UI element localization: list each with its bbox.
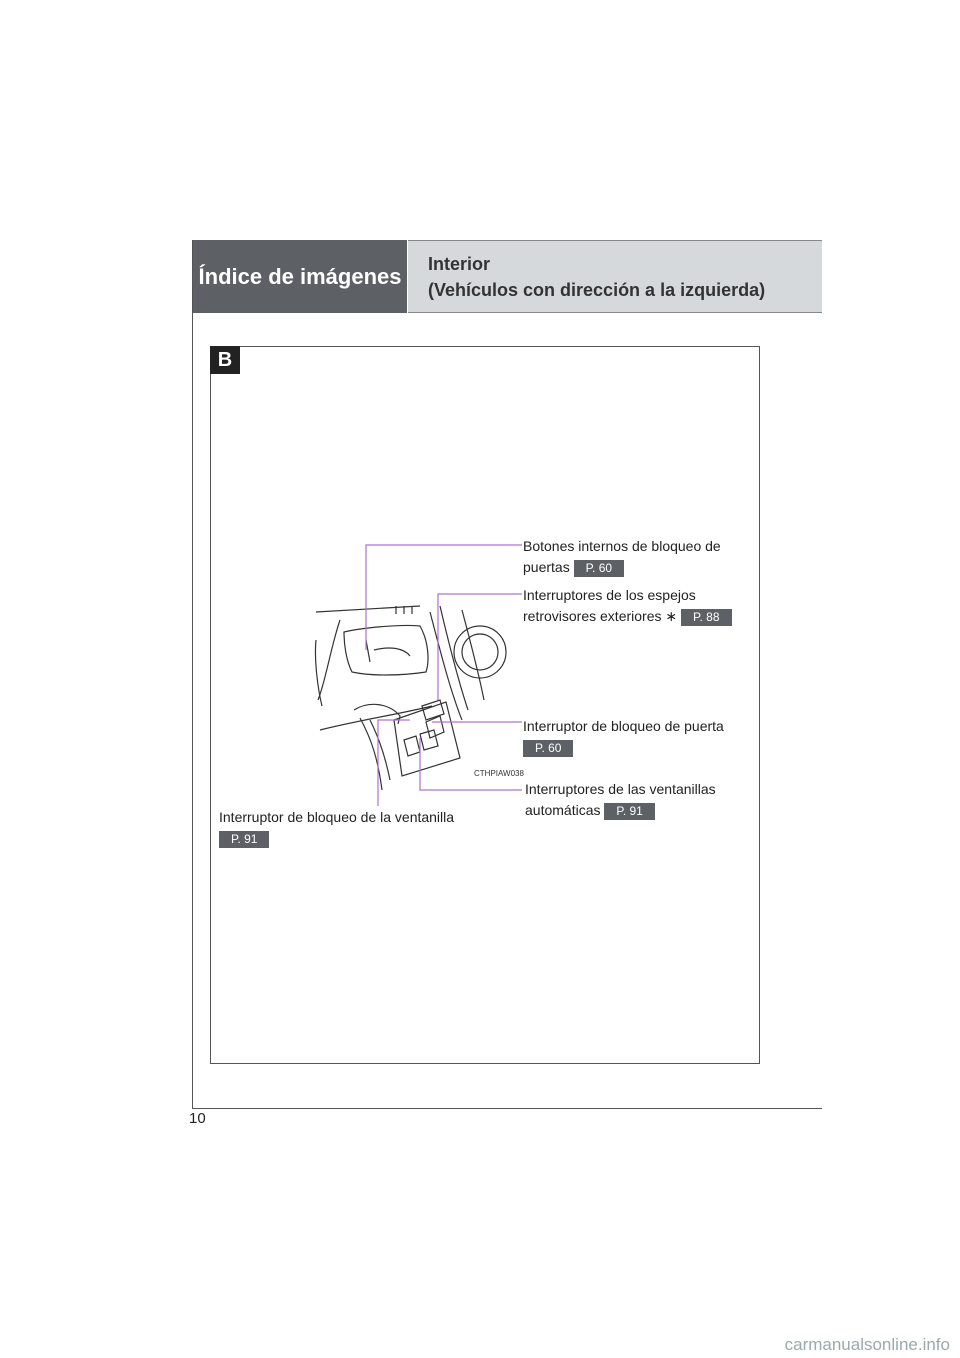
callout-door-lock-switch (523, 716, 724, 758)
callout-text: Interruptor de bloqueo de la ventanilla (219, 809, 455, 825)
page-ref-button[interactable]: P. 88 (681, 609, 731, 626)
callout-text: puertas (523, 559, 570, 575)
callout-text: Botones internos de bloqueo de (523, 538, 721, 554)
page-number: 10 (189, 1110, 206, 1127)
asterisk-mark: ∗ (665, 608, 678, 624)
callout-door-lock-buttons (523, 536, 721, 578)
figure-code: CTHPIAW038 (474, 769, 524, 778)
callout-text: Interruptor de bloqueo de puerta (523, 718, 724, 734)
page-ref-button[interactable]: P. 60 (523, 740, 573, 757)
figure-badge: B (210, 346, 240, 374)
callout-text: retrovisores exteriores (523, 608, 662, 624)
switch-panel (394, 702, 460, 776)
callout-mirror-switches (523, 585, 732, 627)
callout-power-window-switches (525, 779, 716, 821)
door-handle-recess (344, 625, 428, 675)
callout-text: automáticas (525, 802, 601, 818)
section-title: Índice de imágenes (198, 263, 402, 289)
page-ref-button[interactable]: P. 91 (604, 803, 654, 820)
page-title-line2: (Vehículos con dirección a la izquierda) (428, 280, 766, 300)
watermark: carmanualsonline.info (784, 1335, 950, 1354)
page-ref-button[interactable]: P. 60 (574, 560, 624, 577)
callout-text: Interruptores de los espejos (523, 587, 696, 603)
callout-window-lock-switch (219, 807, 454, 849)
page-ref-button[interactable]: P. 91 (219, 831, 269, 848)
page-title-line1: Interior (428, 254, 491, 274)
callout-text: Interruptores de las ventanillas (525, 781, 716, 797)
